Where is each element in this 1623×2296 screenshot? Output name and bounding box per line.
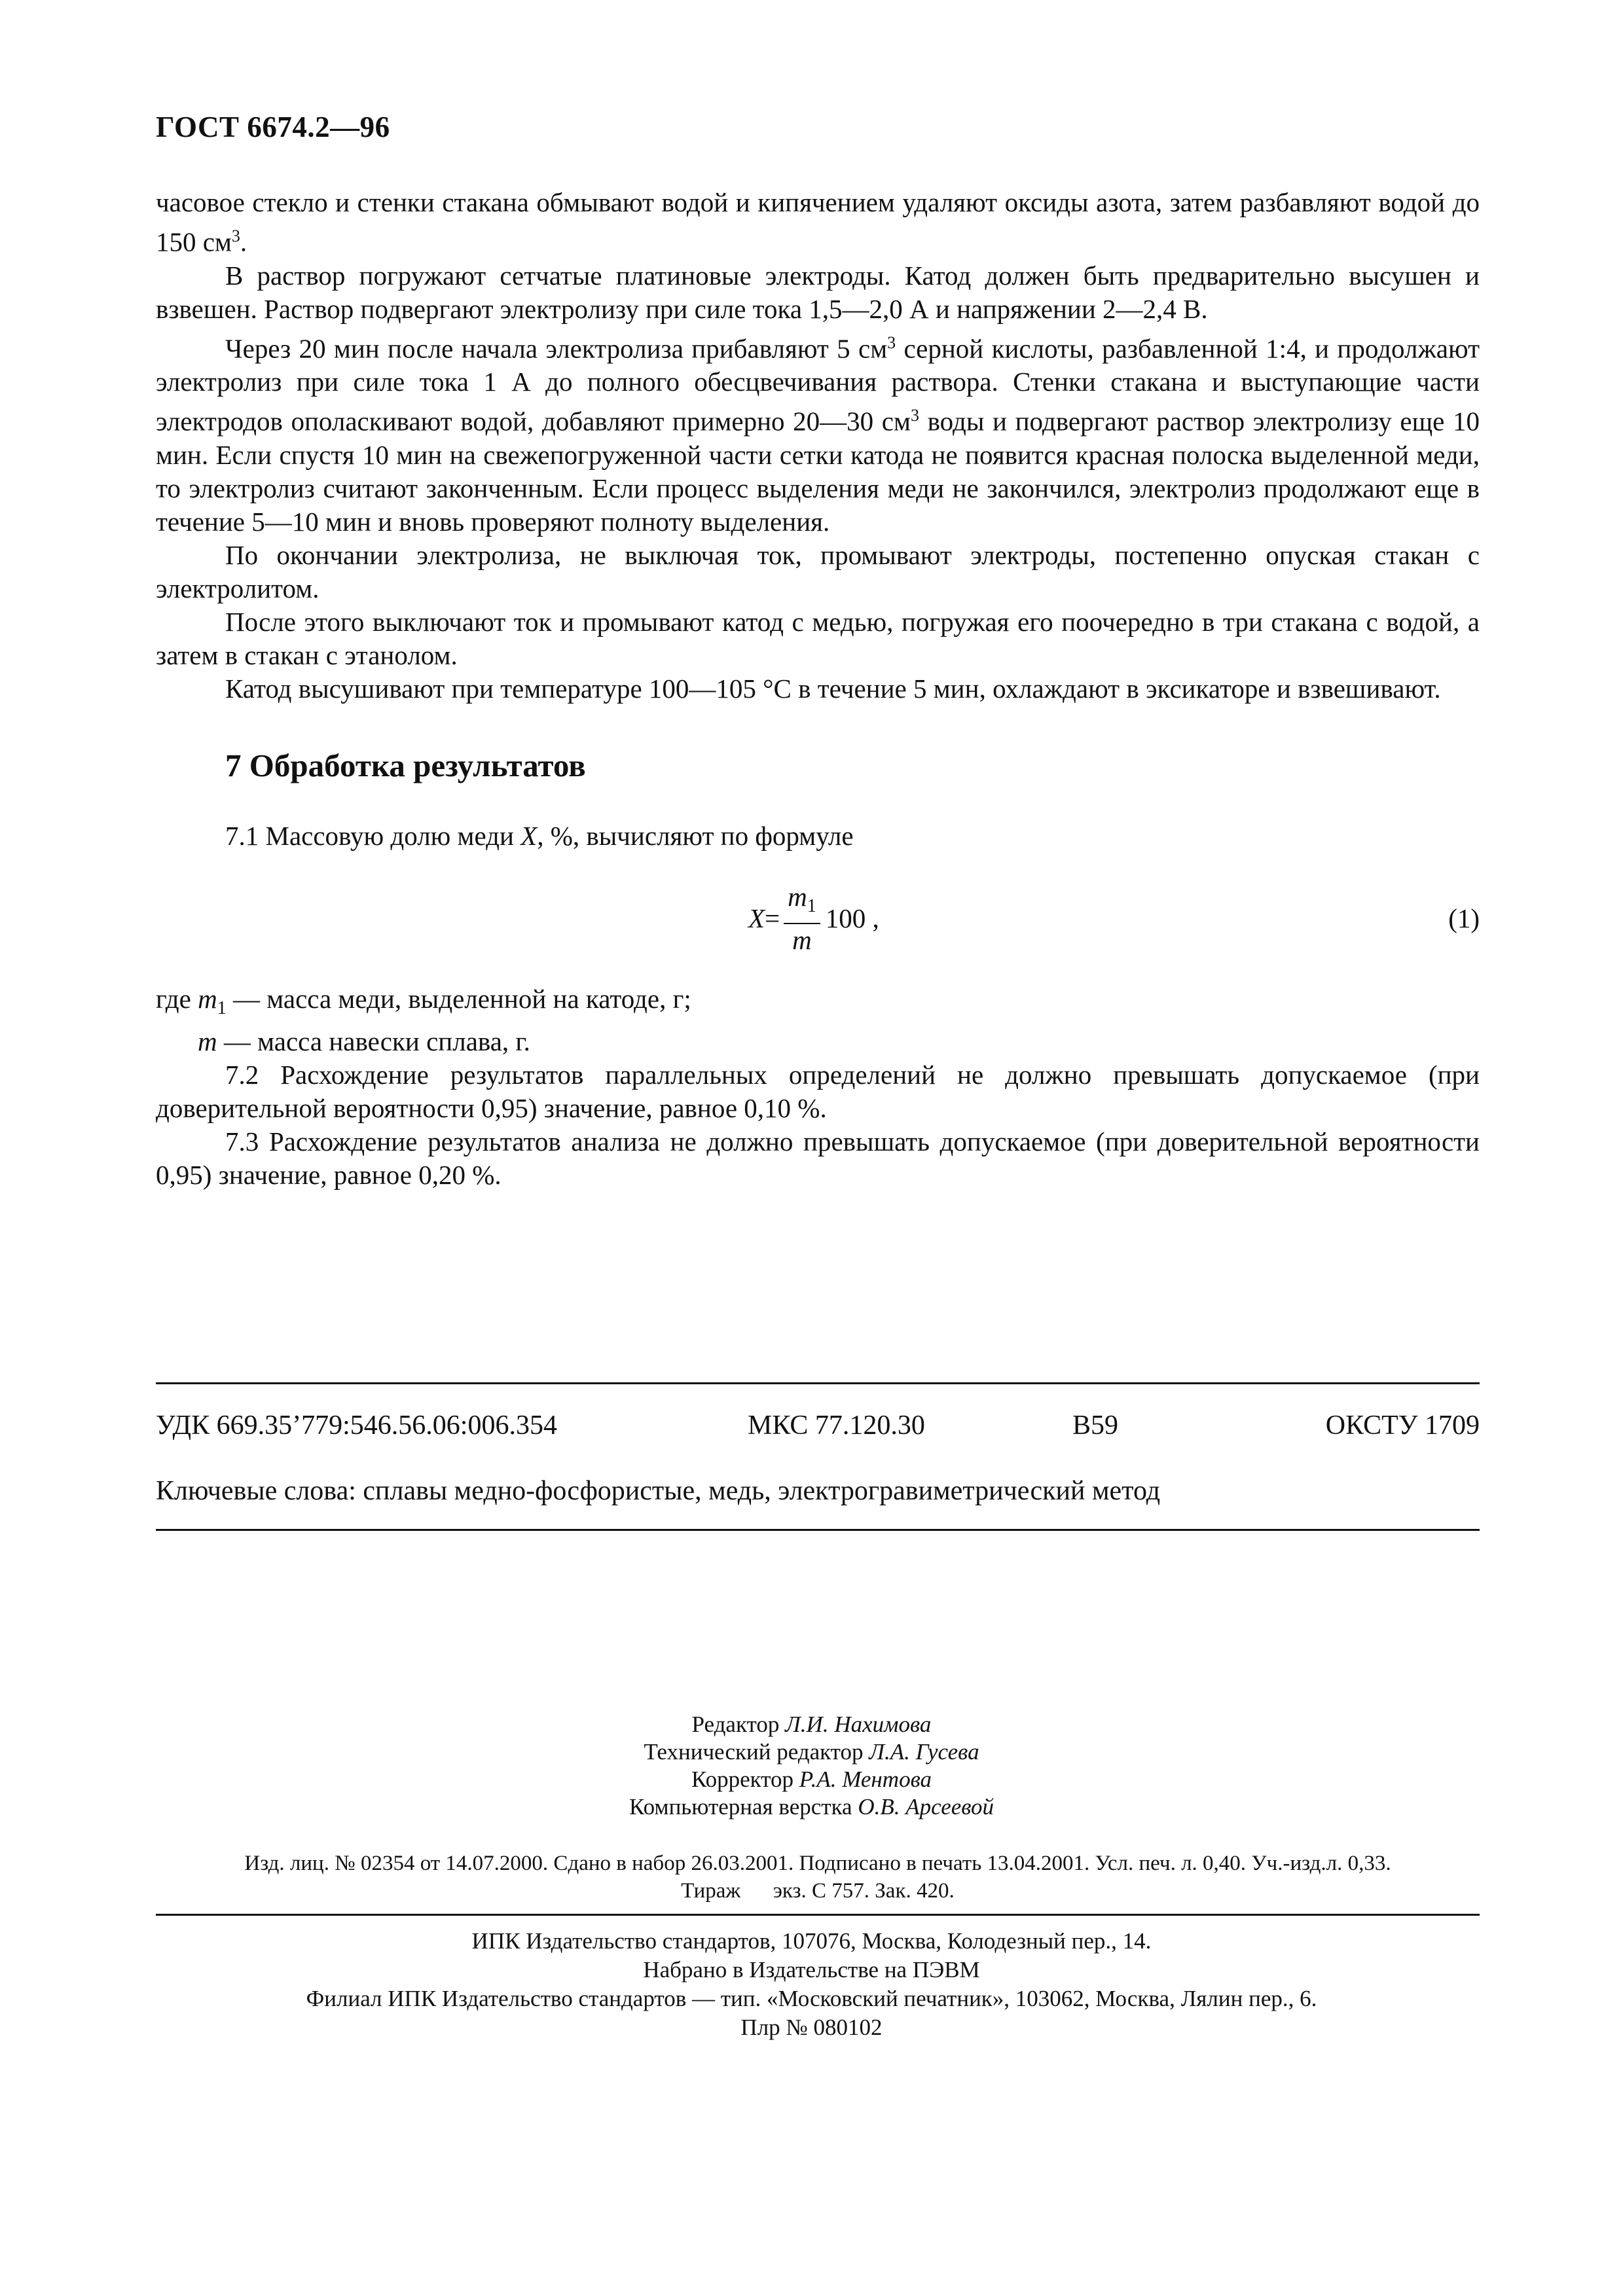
formula-fraction	[784, 881, 820, 955]
paragraph-3	[156, 326, 1480, 539]
paragraph-4: По окончании электролиза, не выключая ток, промывают электроды, постепенно опуская стакан с электролитом.	[156, 539, 1480, 603]
imprint-block	[156, 1850, 1480, 1905]
publisher-line-1: ИПК Издательство стандартов, 107076, Москва, Колодезный пер., 14.	[471, 1928, 1152, 1954]
formula-number: (1)	[1448, 903, 1480, 933]
superscript: 3	[887, 332, 896, 352]
paragraph-1	[156, 186, 1480, 259]
credit-tech-editor	[0, 1738, 1623, 1766]
publisher-line-2: Набрано в Издательстве на ПЭВМ	[643, 1957, 980, 1982]
paragraph-5: После этого выключают ток и промывают катод с медью, погружая его поочередно в три стакана с водой, а затем в стакан с этанолом.	[156, 606, 1480, 670]
main-text	[156, 186, 1480, 1192]
credit-name: О.В. Арсеевой	[858, 1794, 994, 1820]
section-7-title: 7 Обработка результатов	[225, 747, 586, 783]
where-text-2: — масса навески сплава, г.	[217, 1026, 530, 1057]
credit-label: Редактор	[691, 1712, 786, 1737]
paragraph-1-text: часовое стекло и стенки стакана обмывают водой и кипячением удаляют оксиды азота, затем разбавляют водой до 150 см	[156, 187, 1480, 257]
credit-name: Р.А. Ментова	[799, 1767, 932, 1792]
formula-numerator	[784, 881, 820, 924]
where-var-1: m	[198, 983, 217, 1014]
paragraph-3-text-a: Через 20 мин после начала электролиза прибавляют 5 см	[225, 333, 888, 364]
where-line-1	[156, 982, 1480, 1025]
paragraph-6: Катод высушивают при температуре 100—105 °С в течение 5 мин, охлаждают в эксикаторе и взвешивают.	[225, 673, 1441, 704]
formula-lhs: X	[748, 903, 765, 933]
paragraph-7-1-text-a: 7.1 Массовую долю меди	[225, 820, 521, 851]
imprint-line-2: Тираж экз. С 757. Зак. 420.	[681, 1879, 955, 1903]
imprint-line-1: Изд. лиц. № 02354 от 14.07.2000. Сдано в набор 26.03.2001. Подписано в печать 13.04.2001. Усл. печ. л. 0,40. Уч.-изд.л. 0,33.	[244, 1852, 1391, 1875]
publisher-line-3: Филиал ИПК Издательство стандартов — тип. «Московский печатник», 103062, Москва, Лялин пер., 6.	[306, 1986, 1317, 2011]
paragraph-2: В раствор погружают сетчатые платиновые электроды. Катод должен быть предварительно высушен и взвешен. Раствор подвергают электролизу при силе тока 1,5—2,0 А и напряжении 2—2,4 В.	[156, 260, 1480, 324]
paragraph-7-2: 7.2 Расхождение результатов параллельных определений не должно превышать допускаемое (при доверительной вероятности 0,95) значение, равное 0,10 %.	[156, 1060, 1480, 1124]
mks-code: МКС 77.120.30	[748, 1410, 925, 1441]
publisher-block	[0, 1927, 1623, 2042]
where-label: где	[156, 983, 198, 1014]
paragraph-7-1-text-b: , %, вычисляют по формуле	[537, 820, 854, 851]
where-sub-1: 1	[217, 998, 227, 1019]
paragraph-7-1	[156, 819, 1480, 853]
publisher-line-4: Плр № 080102	[740, 2015, 883, 2040]
paragraph-3-text-c: воды и подвергают раствор электролизу еще 10 мин. Если спустя 10 мин на свежепогруженной части сетки катода не появится красная полоска выделенной меди, то электролиз считают законченным. Если процесс выделения меди не закончился, электролиз продолжают еще в течение 5—10 мин и вновь проверяют полноту выделения.	[156, 406, 1480, 537]
superscript: 3	[910, 406, 919, 425]
credit-editor	[0, 1711, 1623, 1738]
paragraph-1-end: .	[240, 226, 247, 257]
formula-denominator: m	[792, 924, 812, 955]
formula-factor: 100 ,	[825, 903, 879, 933]
formula-1	[156, 879, 1480, 958]
paragraph-3-text-b: серной кислоты, разбавленной 1:4, и продолжают электролиз при силе тока 1 А до полного обесцвечивания раствора. Стенки стакана и выступающие части электродов ополаскивают водой, добавляют примерно 20—30 см	[156, 333, 1480, 437]
where-var-2: m	[198, 1026, 217, 1057]
document-header-code: ГОСТ 6674.2—96	[156, 111, 390, 143]
divider-imprint	[156, 1914, 1480, 1916]
divider-top	[156, 1382, 1480, 1384]
formula-equals: =	[765, 903, 780, 933]
credit-label: Компьютерная верстка	[629, 1794, 858, 1820]
formula-expression	[748, 879, 879, 958]
variable-x: X	[520, 820, 538, 851]
credits-block	[0, 1711, 1623, 1821]
okstu-code: ОКСТУ 1709	[1325, 1410, 1480, 1441]
credit-corrector	[0, 1766, 1623, 1793]
udk-code: УДК 669.35’779:546.56.06:006.354	[156, 1410, 557, 1441]
keywords-line: Ключевые слова: сплавы медно-фосфористые, медь, электрогравиметрический метод	[156, 1476, 1161, 1506]
credit-layout	[0, 1793, 1623, 1821]
credit-label: Корректор	[691, 1767, 799, 1792]
group-code: В59	[1072, 1410, 1119, 1441]
classification-row	[156, 1410, 1480, 1449]
credit-name: Л.А. Гусева	[869, 1739, 979, 1765]
credit-name: Л.И. Нахимова	[785, 1712, 932, 1737]
credit-label: Технический редактор	[644, 1739, 869, 1765]
divider-keywords	[156, 1529, 1480, 1531]
numerator-sub: 1	[807, 896, 816, 917]
numerator-var: m	[788, 882, 807, 912]
where-line-2	[156, 1025, 1480, 1058]
where-text-1: — масса меди, выделенной на катоде, г;	[226, 983, 691, 1014]
superscript: 3	[231, 226, 240, 245]
paragraph-7-3: 7.3 Расхождение результатов анализа не должно превышать допускаемое (при доверительной вероятности 0,95) значение, равное 0,20 %.	[156, 1126, 1480, 1191]
